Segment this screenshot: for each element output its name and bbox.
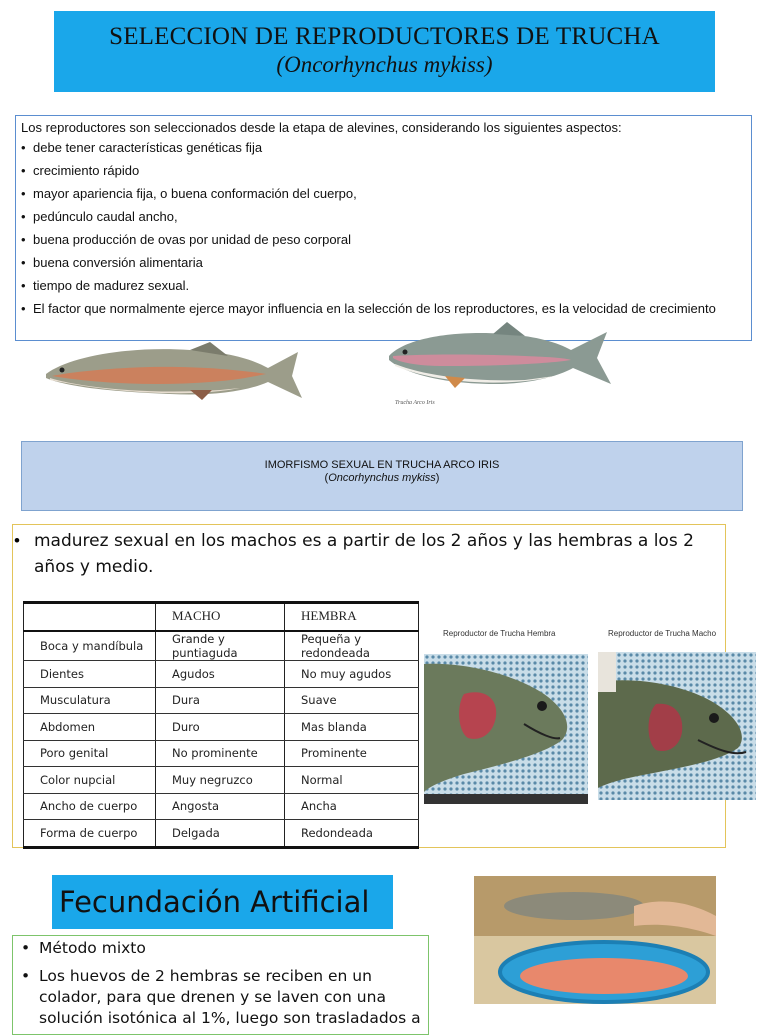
fertilization-banner: Fecundación Artificial xyxy=(52,875,393,929)
list-item: • buena conversión alimentaria xyxy=(21,255,747,270)
table-row xyxy=(24,661,419,688)
page-subtitle: (Oncorhynchus mykiss) xyxy=(276,52,493,77)
table-header-row xyxy=(24,603,419,632)
table-cell: Dientes xyxy=(24,661,156,688)
fertilization-box xyxy=(12,935,429,1035)
table-cell: Poro genital xyxy=(24,740,156,767)
list-item: • tiempo de madurez sexual. xyxy=(21,278,747,293)
trout-illustration-left xyxy=(40,334,305,404)
list-item: • buena producción de ovas por unidad de peso corporal xyxy=(21,232,747,247)
table-row xyxy=(24,631,419,661)
table-cell: Color nupcial xyxy=(24,767,156,794)
list-item: • Los huevos de 2 hembras se reciben en un colador, para que drenen y se laven con una solución isotónica al 1%, luego son trasladados a xyxy=(19,966,422,1029)
criteria-list xyxy=(21,140,747,316)
list-item: • debe tener características genéticas fija xyxy=(21,140,747,155)
dimorphism-banner xyxy=(21,441,743,511)
intro-text: Los reproductores son seleccionados desde la etapa de alevines, considerando los siguientes aspectos: xyxy=(21,120,622,135)
list-item: • mayor apariencia fija, o buena conformación del cuerpo, xyxy=(21,186,747,201)
paren-close: ) xyxy=(435,472,440,484)
page-title: SELECCION DE REPRODUCTORES DE TRUCHA xyxy=(109,23,660,50)
table-cell: Ancha xyxy=(285,793,419,820)
female-photo-caption: Reproductor de Trucha Hembra xyxy=(443,629,556,638)
table-row xyxy=(24,820,419,848)
bullet-icon: • xyxy=(14,531,20,550)
fertilization-photo xyxy=(474,876,716,1004)
table-cell: No muy agudos xyxy=(285,661,419,688)
list-item: • Método mixto xyxy=(19,938,422,959)
table-cell: Dura xyxy=(156,687,285,714)
paren-open: ( xyxy=(324,472,329,484)
female-trout-photo xyxy=(424,654,588,804)
list-item: • El factor que normalmente ejerce mayor influencia en la selección de los reproductores, es la velocidad de crecimiento xyxy=(21,301,747,316)
dimorphism-subtitle xyxy=(22,472,742,485)
list-item: • pedúnculo caudal ancho, xyxy=(21,209,747,224)
table-cell: Delgada xyxy=(156,820,285,848)
table-cell: Grande y puntiaguda xyxy=(156,631,285,661)
fish-caption: Trucha Arco Iris xyxy=(395,400,435,406)
trout-illustration-right xyxy=(385,320,615,410)
table-cell: Mas blanda xyxy=(285,714,419,741)
table-row xyxy=(24,740,419,767)
table-cell: Duro xyxy=(156,714,285,741)
table-cell: Redondeada xyxy=(285,820,419,848)
table-cell: Normal xyxy=(285,767,419,794)
table-cell: Abdomen xyxy=(24,714,156,741)
maturity-text: madurez sexual en los machos es a partir de los 2 años y las hembras a los 2 años y medio. xyxy=(34,531,694,577)
table-cell: Boca y mandíbula xyxy=(24,631,156,661)
table-cell: Prominente xyxy=(285,740,419,767)
table-cell: Musculatura xyxy=(24,687,156,714)
list-item: • crecimiento rápido xyxy=(21,163,747,178)
table-body xyxy=(24,631,419,847)
table-cell: Ancho de cuerpo xyxy=(24,793,156,820)
table-cell: Agudos xyxy=(156,661,285,688)
table-row xyxy=(24,714,419,741)
table-cell: Angosta xyxy=(156,793,285,820)
male-trout-photo xyxy=(598,652,756,800)
table-cell: Forma de cuerpo xyxy=(24,820,156,848)
dimorphism-title: IMORFISMO SEXUAL EN TRUCHA ARCO IRIS xyxy=(264,459,500,471)
table-row xyxy=(24,793,419,820)
table-header: MACHO xyxy=(156,603,285,632)
male-photo-caption: Reproductor de Trucha Macho xyxy=(608,629,717,638)
table-cell: Muy negruzco xyxy=(156,767,285,794)
table-row xyxy=(24,767,419,794)
species-name: Oncorhynchus mykiss xyxy=(328,472,436,484)
table-header: HEMBRA xyxy=(285,603,419,632)
title-banner xyxy=(54,11,715,92)
fertilization-list xyxy=(19,938,422,1029)
dimorphism-table xyxy=(23,601,419,849)
table-header xyxy=(24,603,156,632)
table-cell: No prominente xyxy=(156,740,285,767)
table-cell: Suave xyxy=(285,687,419,714)
table-cell: Pequeña y redondeada xyxy=(285,631,419,661)
table-row xyxy=(24,687,419,714)
selection-criteria-box xyxy=(15,115,752,341)
